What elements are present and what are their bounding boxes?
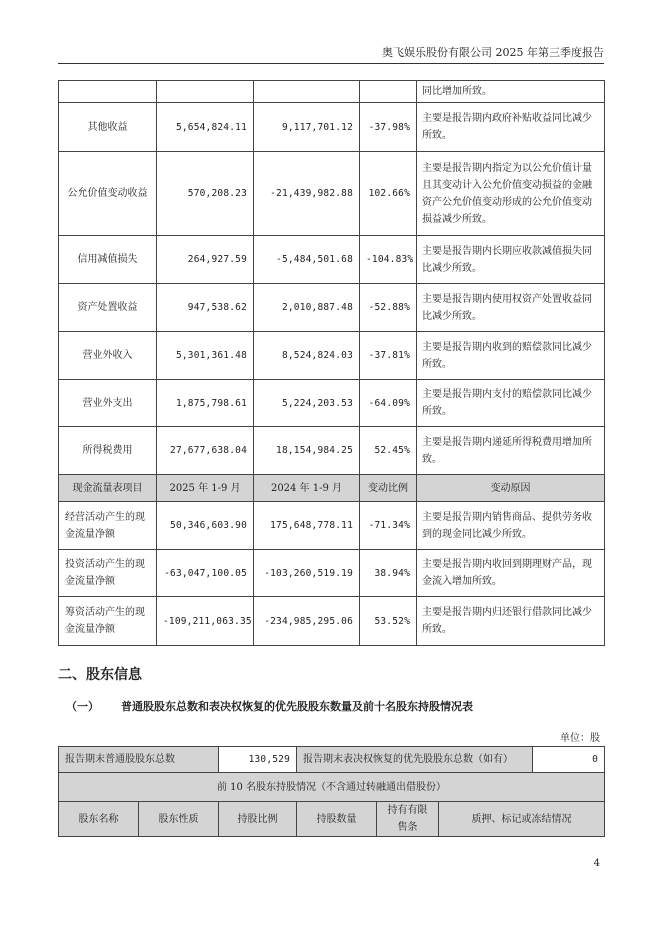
prior-value: 18,154,984.25 xyxy=(254,427,360,475)
item-name: 所得税费用 xyxy=(59,427,157,475)
report-header-title: 奥飞娱乐股份有限公司 2025 年第三季度报告 xyxy=(382,46,604,59)
change-reason: 主要是报告期内使用权资产处置收益同比减少所致。 xyxy=(417,284,605,332)
change-pct: -104.83% xyxy=(360,236,417,284)
common-holders-label: 报告期末普通股股东总数 xyxy=(59,747,219,773)
prior-value: -234,985,295.06 xyxy=(254,597,360,646)
current-value: -63,047,100.05 xyxy=(157,550,254,597)
table-row xyxy=(59,236,605,284)
change-reason: 主要是报告期内收回到期理财产品，现金流入增加所致。 xyxy=(417,550,605,597)
column-header: 持股比例 xyxy=(219,802,297,837)
pref-holders-value: 0 xyxy=(533,747,605,773)
change-pct: -64.09% xyxy=(360,380,417,427)
prior-value: 5,224,203.53 xyxy=(254,380,360,427)
change-pct: 102.66% xyxy=(360,152,417,236)
current-value: 5,654,824.11 xyxy=(157,103,254,152)
common-holders-value: 130,529 xyxy=(219,747,297,773)
column-header: 2024 年 1-9 月 xyxy=(254,475,360,502)
change-reason: 主要是报告期内销售商品、提供劳务收到的现金同比减少所致。 xyxy=(417,502,605,550)
unit-label: 单位：股 xyxy=(560,733,600,744)
page-number: 4 xyxy=(593,858,600,869)
change-pct: -37.98% xyxy=(360,103,417,152)
current-value: 1,875,798.61 xyxy=(157,380,254,427)
table-row xyxy=(59,284,605,332)
prior-value: -103,260,519.19 xyxy=(254,550,360,597)
change-pct: -52.88% xyxy=(360,284,417,332)
subsection-title xyxy=(66,698,473,714)
change-reason: 主要是报告期内归还银行借款同比减少所致。 xyxy=(417,597,605,646)
prior-value: 2,010,887.48 xyxy=(254,284,360,332)
change-pct: 53.52% xyxy=(360,597,417,646)
top10-title: 前 10 名股东持股情况（不含通过转融通出借股份） xyxy=(59,773,605,802)
section-title: 二、股东信息 xyxy=(58,667,142,683)
change-reason: 主要是报告期内支付的赔偿款同比减少所致。 xyxy=(417,380,605,427)
column-header: 2025 年 1-9 月 xyxy=(157,475,254,502)
table-row xyxy=(59,502,605,550)
current-value: 50,346,603.90 xyxy=(157,502,254,550)
item-name: 其他收益 xyxy=(59,103,157,152)
table-row xyxy=(59,597,605,646)
current-value: 264,927.59 xyxy=(157,236,254,284)
change-reason: 同比增加所致。 xyxy=(417,81,605,103)
table-row xyxy=(59,103,605,152)
current-value: -109,211,063.35 xyxy=(157,597,254,646)
prior-value: 8,524,824.03 xyxy=(254,332,360,380)
item-name: 公允价值变动收益 xyxy=(59,152,157,236)
table-row xyxy=(59,773,605,802)
cashflow-header-row xyxy=(59,475,605,502)
change-pct: 52.45% xyxy=(360,427,417,475)
table-row xyxy=(59,81,605,103)
item-name: 营业外收入 xyxy=(59,332,157,380)
column-header: 持股数量 xyxy=(297,802,377,837)
prior-value: -21,439,982.88 xyxy=(254,152,360,236)
change-reason: 主要是报告期内收到的赔偿款同比减少所致。 xyxy=(417,332,605,380)
shareholder-table xyxy=(58,746,605,837)
column-header: 变动比例 xyxy=(360,475,417,502)
prior-value: -5,484,501.68 xyxy=(254,236,360,284)
item-name: 信用减值损失 xyxy=(59,236,157,284)
column-header: 质押、标记或冻结情况 xyxy=(439,802,605,837)
current-value: 27,677,638.04 xyxy=(157,427,254,475)
table-row xyxy=(59,747,605,773)
change-pct: -71.34% xyxy=(360,502,417,550)
column-header: 股东性质 xyxy=(139,802,219,837)
subsection-prefix: （一） xyxy=(66,700,99,713)
subsection-text: 普通股股东总数和表决权恢复的优先股股东数量及前十名股东持股情况表 xyxy=(121,700,473,713)
change-reason: 主要是报告期内长期应收款减值损失同比减少所致。 xyxy=(417,236,605,284)
current-value: 5,301,361.48 xyxy=(157,332,254,380)
column-header-row xyxy=(59,802,605,837)
column-header: 股东名称 xyxy=(59,802,139,837)
item-name: 筹资活动产生的现金流量净额 xyxy=(59,597,157,646)
table-row xyxy=(59,550,605,597)
item-name: 投资活动产生的现金流量净额 xyxy=(59,550,157,597)
item-name xyxy=(59,81,157,103)
pref-holders-label: 报告期末表决权恢复的优先股股东总数（如有） xyxy=(297,747,533,773)
item-name: 经营活动产生的现金流量净额 xyxy=(59,502,157,550)
change-reason: 主要是报告期内指定为以公允价值计量且其变动计入公允价值变动损益的金融资产公允价值变动形成的公允价值变动损益减少所致。 xyxy=(417,152,605,236)
change-pct: -37.81% xyxy=(360,332,417,380)
current-value: 947,538.62 xyxy=(157,284,254,332)
column-header: 现金流量表项目 xyxy=(59,475,157,502)
current-value: 570,208.23 xyxy=(157,152,254,236)
prior-value: 9,117,701.12 xyxy=(254,103,360,152)
prior-value: 175,648,778.11 xyxy=(254,502,360,550)
table-row xyxy=(59,380,605,427)
change-reason: 主要是报告期内递延所得税费用增加所致。 xyxy=(417,427,605,475)
table-row xyxy=(59,332,605,380)
income-cashflow-table xyxy=(58,80,605,646)
table-row xyxy=(59,427,605,475)
table-row xyxy=(59,152,605,236)
change-reason: 主要是报告期内政府补贴收益同比减少所致。 xyxy=(417,103,605,152)
column-header: 变动原因 xyxy=(417,475,605,502)
header-rule xyxy=(58,63,604,64)
item-name: 营业外支出 xyxy=(59,380,157,427)
item-name: 资产处置收益 xyxy=(59,284,157,332)
column-header: 持有有限售条 xyxy=(377,802,439,837)
change-pct: 38.94% xyxy=(360,550,417,597)
